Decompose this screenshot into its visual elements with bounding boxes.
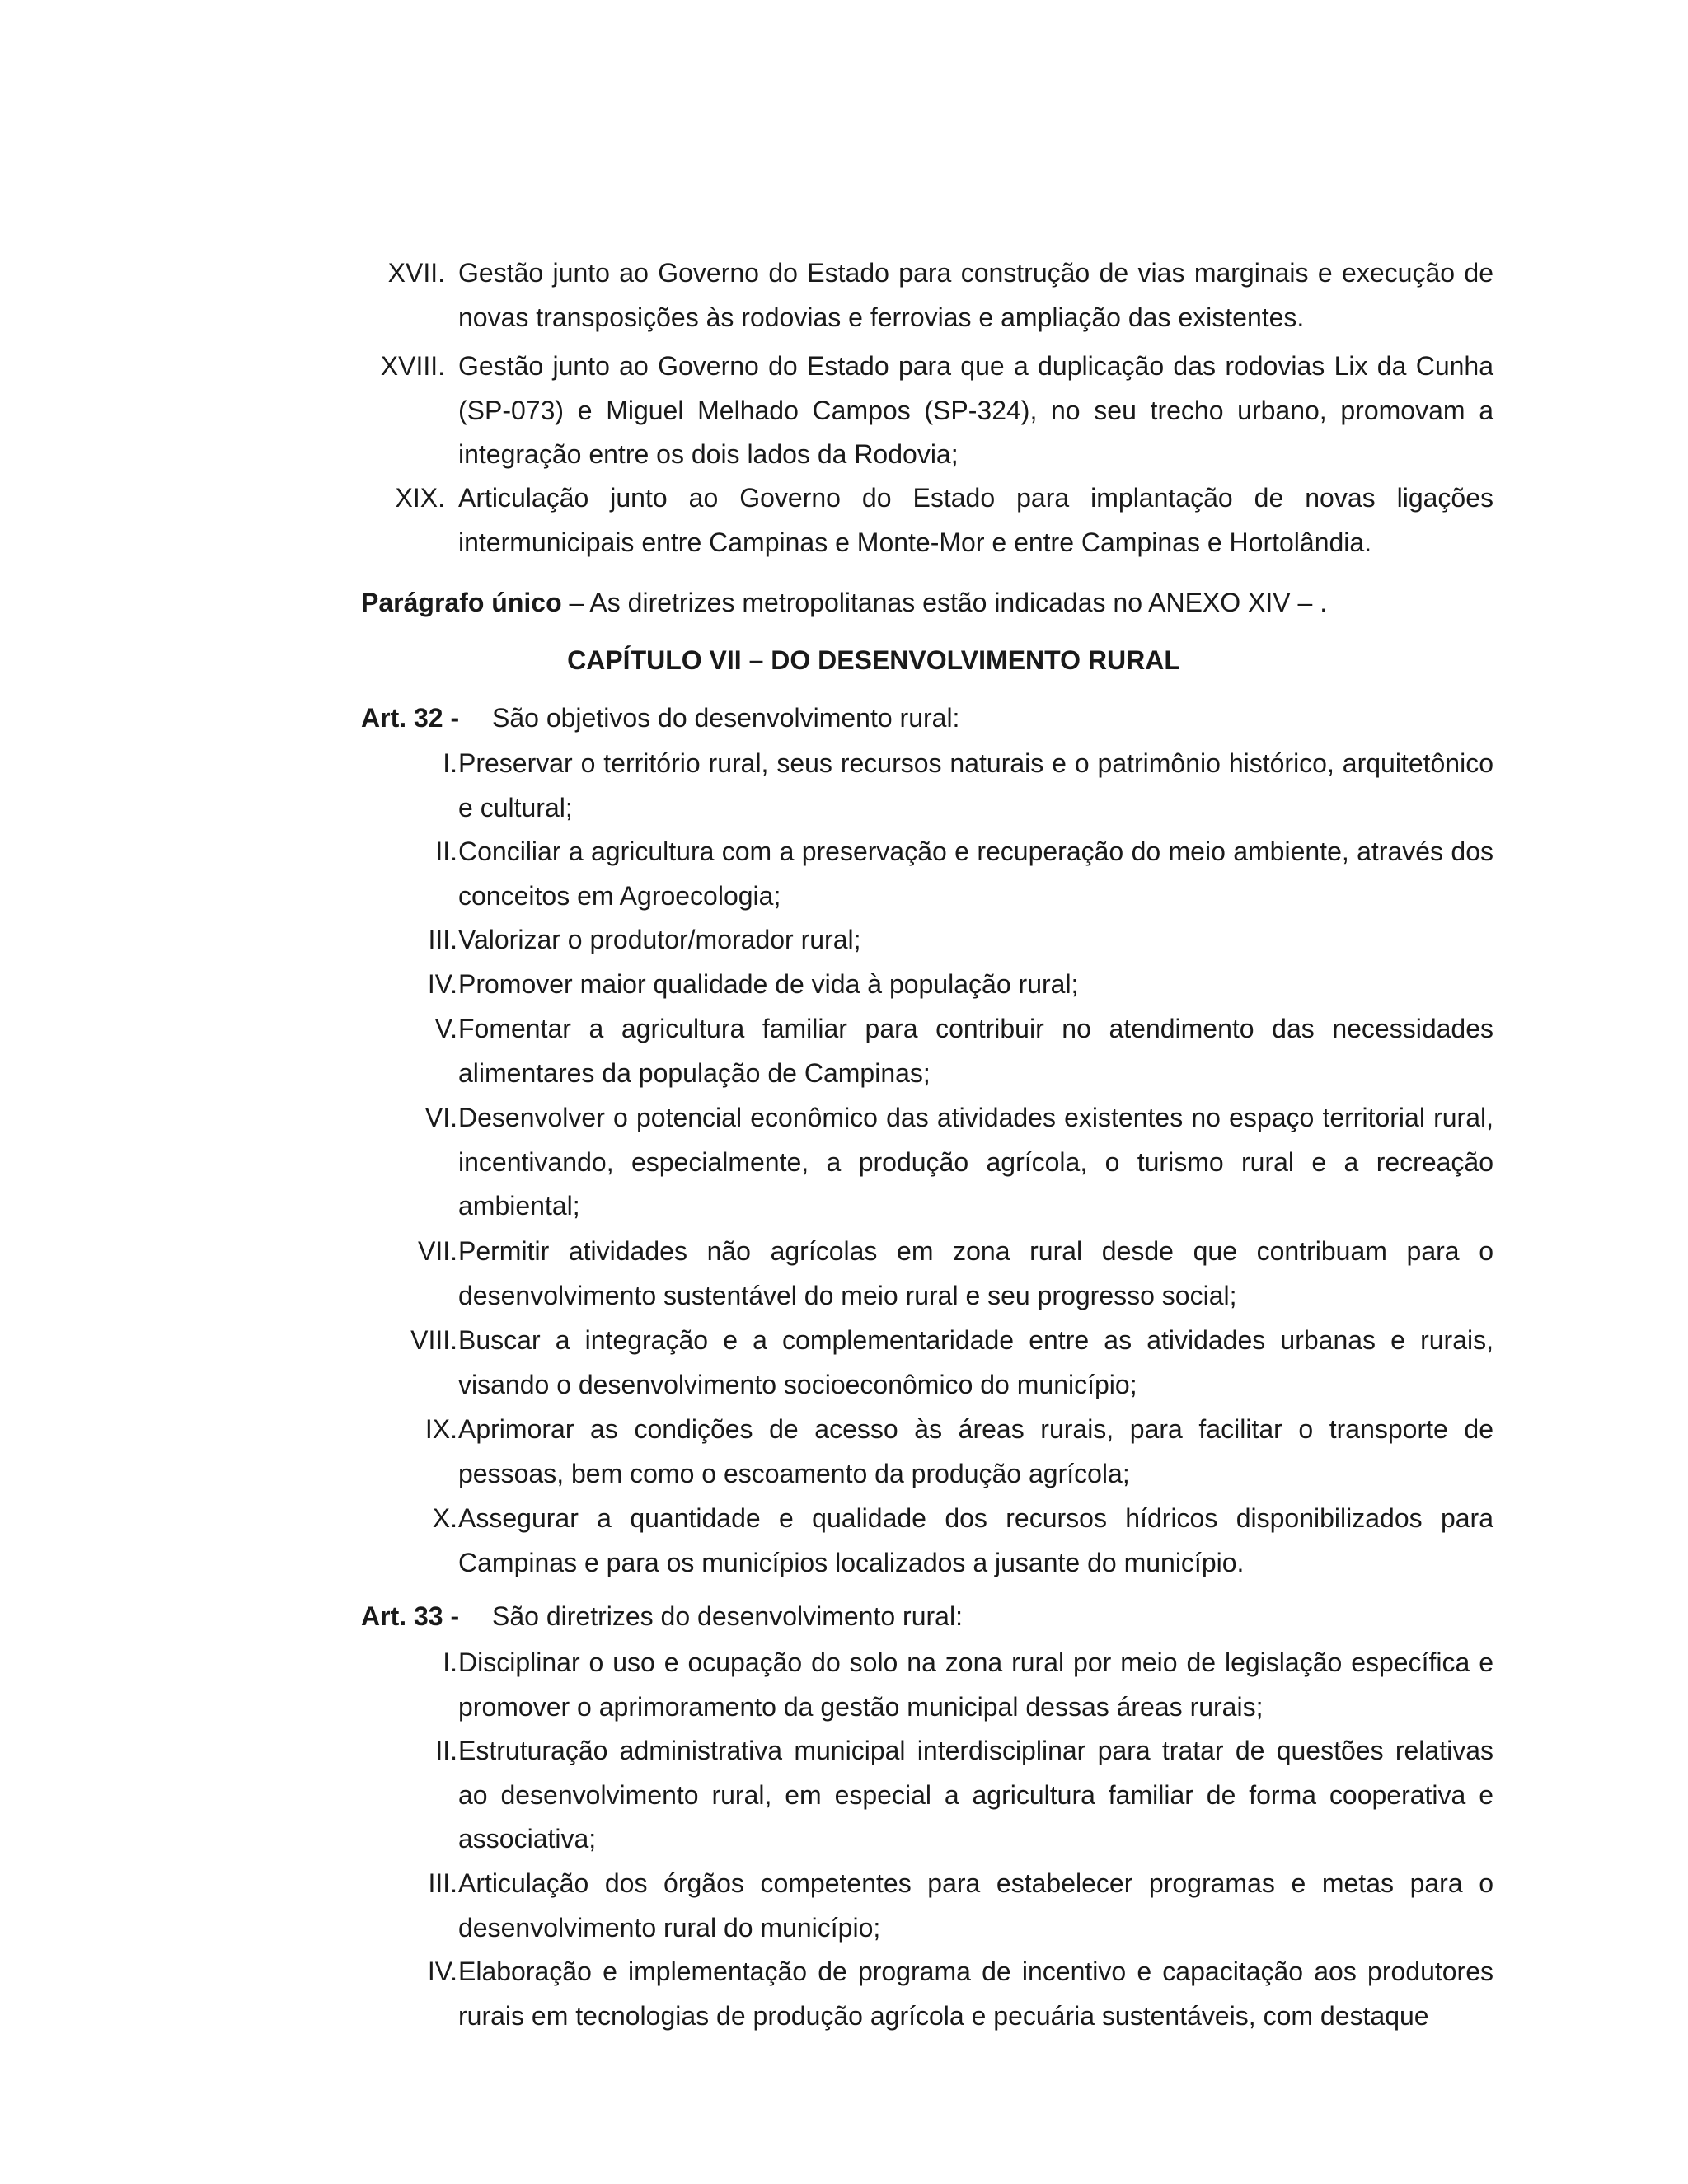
article-label: Art. 33 - <box>361 1601 460 1631</box>
item-text: Valorizar o produtor/morador rural; <box>458 925 861 954</box>
item-text: Fomentar a agricultura familiar para contribuir no atendimento das necessidades alimentares da população de Campinas; <box>458 1014 1493 1088</box>
item-text: Elaboração e implementação de programa de incentivo e capacitação aos produtores rurais em tecnologias de produção agrícola e pecuária sustentáveis, com destaque <box>458 1957 1493 2031</box>
item-text: Gestão junto ao Governo do Estado para construção de vias marginais e execução de novas transposições às rodovias e ferrovias e ampliação das existentes. <box>458 258 1493 332</box>
item-number: VIII. <box>410 1325 457 1355</box>
item-text: Permitir atividades não agrícolas em zona rural desde que contribuam para o desenvolvimento sustentável do meio rural e seu progresso social; <box>458 1236 1493 1310</box>
item-text: Conciliar a agricultura com a preservação e recuperação do meio ambiente, através dos conceitos em Agroecologia; <box>458 837 1493 911</box>
item-number: I. <box>443 1647 457 1677</box>
item-number: II. <box>435 1736 457 1765</box>
item-number: X. <box>432 1503 457 1533</box>
item-number: III. <box>428 1868 457 1898</box>
item-text: Articulação junto ao Governo do Estado para implantação de novas ligações intermunicipais entre Campinas e Monte-Mor e entre Campinas e Hortolândia. <box>458 483 1493 557</box>
item-number: I. <box>443 748 457 778</box>
item-number: V. <box>434 1014 457 1043</box>
item-text: Estruturação administrativa municipal interdisciplinar para tratar de questões relativas ao desenvolvimento rural, em especial a agricultura familiar de forma cooperativa e associativa; <box>458 1736 1493 1854</box>
item-number: XIX. <box>395 483 445 513</box>
item-number: IV. <box>427 969 457 999</box>
chapter-title: CAPÍTULO VII – DO DESENVOLVIMENTO RURAL <box>567 645 1180 675</box>
paragrafo-label: Parágrafo único <box>361 588 562 617</box>
article-label: Art. 32 - <box>361 703 460 733</box>
article-heading: São diretrizes do desenvolvimento rural: <box>492 1601 963 1631</box>
item-text: Aprimorar as condições de acesso às áreas rurais, para facilitar o transporte de pessoas, bem como o escoamento da produção agrícola; <box>458 1414 1493 1488</box>
item-text: Buscar a integração e a complementaridade entre as atividades urbanas e rurais, visando o desenvolvimento socioeconômico do município; <box>458 1325 1493 1399</box>
item-number: XVIII. <box>380 351 445 381</box>
item-text: Desenvolver o potencial econômico das atividades existentes no espaço territorial rural, incentivando, especialmente, a produção agrícola, o turismo rural e a recreação ambiental; <box>458 1103 1493 1221</box>
item-number: IX. <box>424 1414 457 1444</box>
item-number: IV. <box>427 1957 457 1986</box>
item-text: Assegurar a quantidade e qualidade dos recursos hídricos disponibilizados para Campinas e para os municípios localizados a jusante do município. <box>458 1503 1493 1577</box>
item-number: XVII. <box>387 258 445 288</box>
item-number: II. <box>435 837 457 866</box>
article-heading: São objetivos do desenvolvimento rural: <box>492 703 960 733</box>
item-text: Articulação dos órgãos competentes para estabelecer programas e metas para o desenvolvimento rural do município; <box>458 1868 1493 1943</box>
paragrafo-unico <box>361 581 1327 626</box>
item-text: Disciplinar o uso e ocupação do solo na zona rural por meio de legislação específica e promover o aprimoramento da gestão municipal dessas áreas rurais; <box>458 1647 1493 1722</box>
item-text: Promover maior qualidade de vida à população rural; <box>458 969 1079 999</box>
item-number: VI. <box>424 1103 457 1132</box>
item-number: III. <box>428 925 457 954</box>
item-number: VII. <box>417 1236 457 1266</box>
item-text: Gestão junto ao Governo do Estado para que a duplicação das rodovias Lix da Cunha (SP-073) e Miguel Melhado Campos (SP-324), no seu trecho urbano, promovam a integração entre os dois lados da Rodovia; <box>458 351 1493 469</box>
item-text: Preservar o território rural, seus recursos naturais e o patrimônio histórico, arquitetônico e cultural; <box>458 748 1493 823</box>
paragrafo-text: – As diretrizes metropolitanas estão indicadas no ANEXO XIV – . <box>561 588 1328 617</box>
